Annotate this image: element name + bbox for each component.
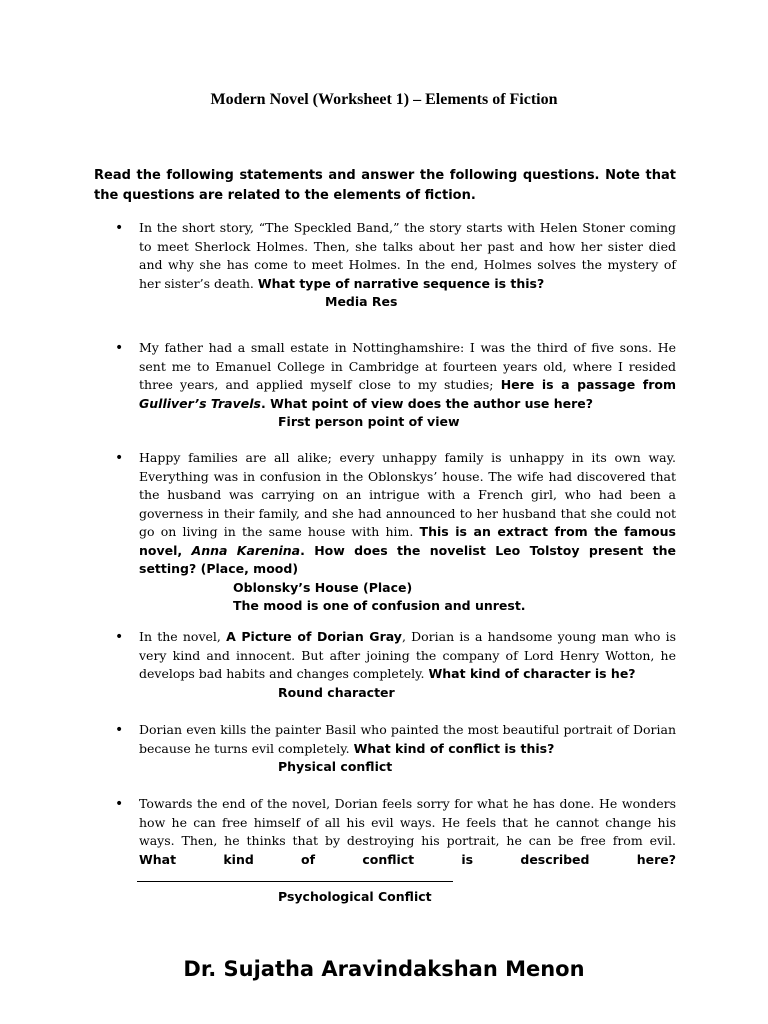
passage-text: Happy families are all alike; every unhappy family is unhappy in its own way. Everything was in confusion in the Oblonskys’ house. The wife had discovered that the husband was carrying on an intrigue with a French girl, who had been a governess in their family, and she had announced to her husband that she could not go on living in the same house with him.: [139, 450, 676, 539]
book-title: Anna Karenina: [191, 542, 301, 558]
passage-text: My father had a small estate in Nottinghamshire: I was the third of five sons. He sent me to Emanuel College in Cambridge at fourteen years old, where I resided three years, and applied myself close to my studies;: [139, 340, 676, 392]
list-item: [139, 219, 676, 312]
question-text: What kind of character is he?: [428, 666, 636, 681]
list-item: [139, 795, 676, 906]
passage-text: In the novel, A Picture of Dorian Gray, Dorian is a handsome young man who is very kind and innocent. But after joining the company of Lord Henry Wotton, he develops bad habits and changes completely.: [139, 629, 676, 681]
answer-blank-line: [137, 871, 453, 882]
list-item: [139, 339, 676, 432]
answer-text: The mood is one of confusion and unrest.: [233, 598, 526, 613]
book-title: Gulliver’s Travels: [139, 395, 261, 411]
question-text: What kind of conflict is this?: [353, 740, 555, 756]
author-name: Dr. Sujatha Aravindakshan Menon: [183, 957, 585, 981]
question-text: What type of narrative sequence is this?: [257, 275, 545, 291]
page-title: Modern Novel (Worksheet 1) – Elements of Fiction: [210, 91, 558, 108]
answer-text: Psychological Conflict: [278, 888, 432, 904]
question-text: This is an extract from the famous novel, Anna Karenina. How does the novelist Leo Tolstoy present the setting? (Place, mood): [139, 524, 676, 576]
instructions: Read the following statements and answer the following questions. Note that the questions are related to the elements of fiction.: [94, 168, 676, 203]
book-title: A Picture of Dorian Gray: [226, 629, 402, 644]
answer-text: Oblonsky’s House (Place): [233, 579, 413, 595]
list-item: [139, 449, 676, 616]
answer-text: Physical conflict: [278, 759, 393, 774]
passage-text: Dorian even kills the painter Basil who painted the most beautiful portrait of Dorian because he turns evil completely.: [139, 722, 676, 756]
list-item: [139, 628, 676, 702]
answer-text: Round character: [278, 684, 395, 700]
list-item: [139, 721, 676, 777]
passage-text: Towards the end of the novel, Dorian feels sorry for what he has done. He wonders how he can free himself of all his evil ways. He feels that he cannot change his ways. Then, he thinks that by destroying his portrait, he can be free from evil.: [139, 796, 676, 848]
question-text: Here is a passage from Gulliver’s Travels. What point of view does the author use here?: [139, 377, 676, 411]
question-text: What kind of conflict is described here?: [139, 851, 676, 867]
answer-text: Media Res: [325, 294, 398, 309]
passage-text: In the short story, “The Speckled Band,” the story starts with Helen Stoner coming to meet Sherlock Holmes. Then, she talks about her past and how her sister died and why she has come to meet Holmes. In the end, Holmes solves the mystery of her sister’s death.: [139, 220, 676, 291]
answer-text: First person point of view: [278, 414, 460, 429]
